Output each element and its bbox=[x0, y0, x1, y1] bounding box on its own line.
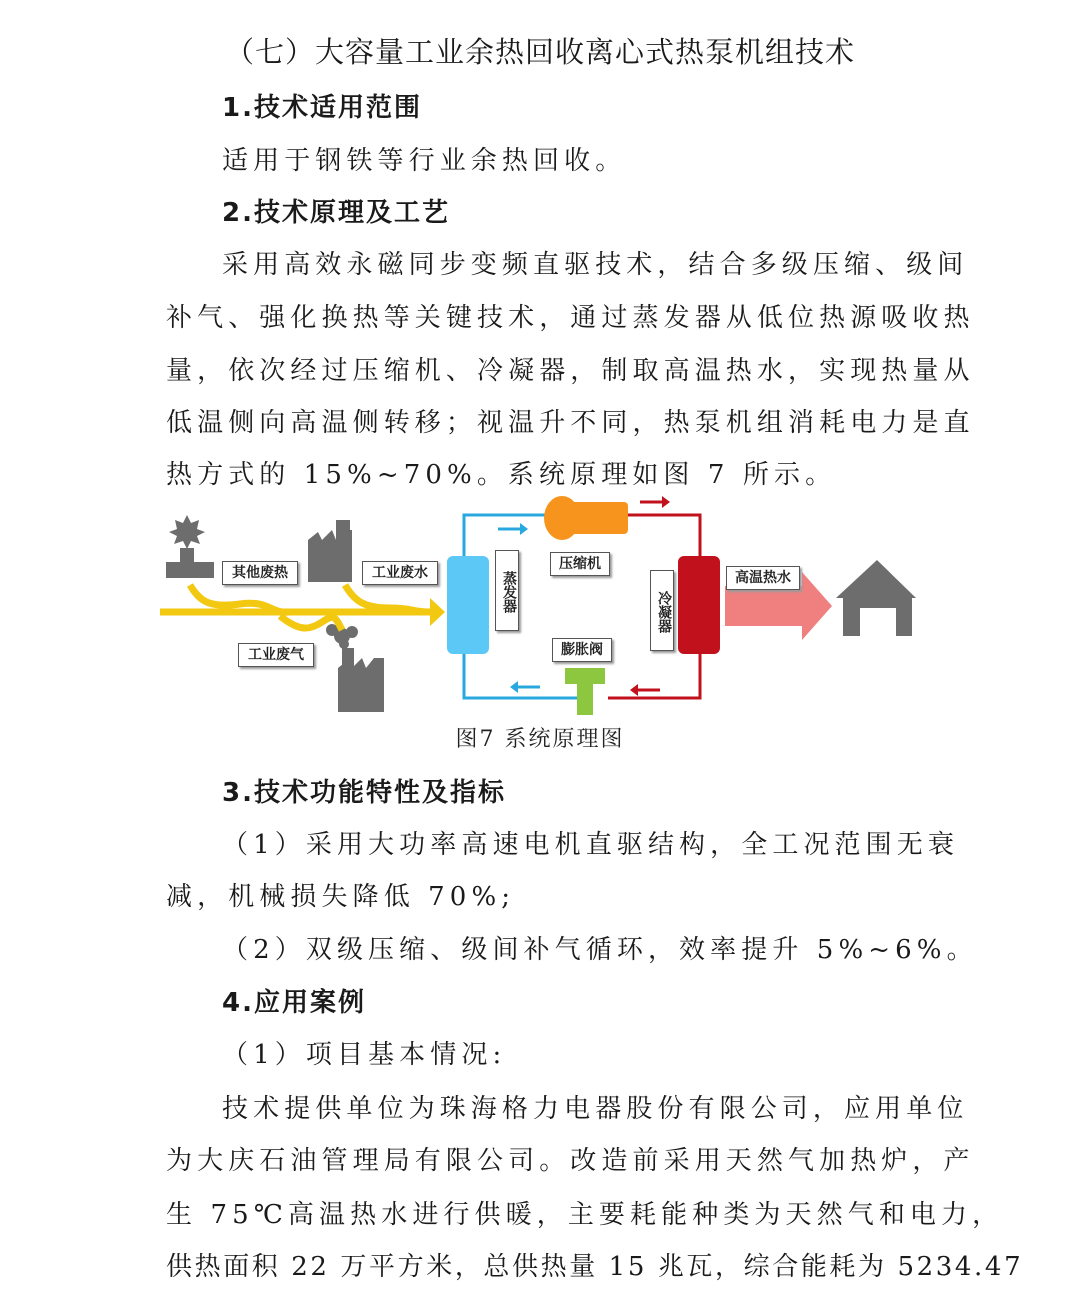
label-high-temp-hot-water: 高温热水 bbox=[726, 566, 800, 590]
section2-line-3: 量，依次经过压缩机、冷凝器，制取高温热水，实现热量从 bbox=[166, 356, 975, 386]
compressor-shape bbox=[544, 496, 628, 540]
section4-subheading: （1）项目基本情况: bbox=[222, 1040, 507, 1070]
section4-heading: 4.应用案例 bbox=[222, 988, 366, 1018]
label-expansion-valve: 膨胀阀 bbox=[552, 638, 612, 662]
expansion-valve-shape bbox=[565, 668, 605, 715]
section2-line-4: 低温侧向高温侧转移；视温升不同，热泵机组消耗电力是直 bbox=[166, 408, 975, 438]
waste-heat-stream bbox=[160, 585, 430, 630]
waste-heat-source-icon bbox=[166, 515, 214, 578]
section3-line-3: （2）双级压缩、级间补气循环，效率提升 5%~6%。 bbox=[222, 935, 978, 965]
label-industrial-waste-gas: 工业废气 bbox=[238, 643, 314, 667]
section1-text: 适用于钢铁等行业余热回收。 bbox=[222, 146, 627, 176]
section3-line-1: （1）采用大功率高速电机直驱结构，全工况范围无衰 bbox=[222, 830, 959, 860]
section3-heading: 3.技术功能特性及指标 bbox=[222, 778, 506, 808]
section4-line-2: 为大庆石油管理局有限公司。改造前采用天然气加热炉，产 bbox=[166, 1146, 975, 1176]
label-condenser: 冷凝器 bbox=[650, 570, 674, 651]
system-principle-diagram bbox=[160, 490, 920, 715]
page-title: （七）大容量工业余热回收离心式热泵机组技术 bbox=[224, 35, 855, 69]
section4-line-3: 生 75℃高温热水进行供暖，主要耗能种类为天然气和电力， bbox=[166, 1200, 1004, 1230]
section2-line-1: 采用高效永磁同步变频直驱技术，结合多级压缩、级间 bbox=[222, 250, 969, 280]
label-compressor: 压缩机 bbox=[550, 552, 610, 576]
section2-heading: 2.技术原理及工艺 bbox=[222, 198, 450, 228]
label-other-waste-heat: 其他废热 bbox=[222, 561, 298, 585]
factory-icon-2 bbox=[326, 624, 384, 712]
figure-caption: 图7 系统原理图 bbox=[455, 727, 625, 752]
section1-heading: 1.技术适用范围 bbox=[222, 93, 422, 123]
section3-line-2: 减，机械损失降低 70%; bbox=[166, 882, 516, 912]
factory-icon-1 bbox=[308, 520, 352, 582]
label-industrial-waste-water: 工业废水 bbox=[362, 561, 438, 585]
label-evaporator: 蒸发器 bbox=[495, 550, 519, 631]
evaporator-shape bbox=[447, 556, 489, 654]
section2-line-5: 热方式的 15%~70%。系统原理如图 7 所示。 bbox=[166, 460, 837, 490]
section2-line-2: 补气、强化换热等关键技术，通过蒸发器从低位热源吸收热 bbox=[166, 303, 975, 333]
section4-line-1: 技术提供单位为珠海格力电器股份有限公司，应用单位 bbox=[222, 1094, 969, 1124]
house-icon bbox=[836, 560, 916, 636]
diagram-graphics bbox=[160, 490, 920, 715]
condenser-shape bbox=[678, 556, 720, 654]
section4-line-4: 供热面积 22 万平方米，总供热量 15 兆瓦，综合能耗为 5234.47 bbox=[166, 1252, 1024, 1282]
